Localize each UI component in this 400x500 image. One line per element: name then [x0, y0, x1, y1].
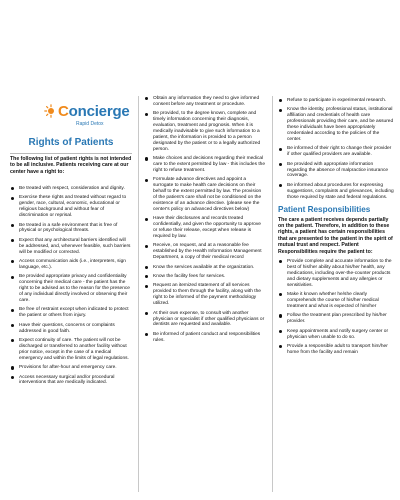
list-item	[278, 183, 394, 201]
list-item	[10, 375, 132, 387]
bullet-icon	[11, 187, 14, 190]
list-item-text: Be provided with appropriate information regarding the absence of malpractice insurance coverage.	[287, 161, 389, 179]
list-item-text: Access communication aids (i.e., interpreters, sign language, etc.).	[19, 259, 126, 270]
bullet-icon	[145, 113, 148, 116]
rights-list-col2	[144, 96, 266, 344]
list-item-text: Be treated in a safe environment that is free of physical or psychological threats.	[19, 222, 118, 234]
list-item-text: Formulate advance directives and appoint a surrogate to make health care decisions on their behalf to the extent permitted by law. The provision of the patient's care shall not be conditioned on the existence of an advance directive. (please see the center's policy on advanced directives below)	[153, 177, 262, 212]
list-item-text: Keep appointments and notify surgery center or physician when unable to do so.	[287, 328, 389, 340]
list-item-text: Request an itemized statement of all services provided to them through the facility, along with the right to be informed of the payment methodology utilized.	[153, 283, 261, 307]
list-item	[278, 259, 394, 289]
bullet-icon	[279, 314, 282, 317]
brand-initial: C	[58, 103, 69, 120]
list-item-text: Expect that any architectural barriers identified will be addressed, and, whenever feasible, such barriers will be modified or corrected.	[19, 237, 131, 255]
heading-rule	[10, 153, 132, 154]
rights-intro: The following list of patient rights is not intended to be all inclusive. Patients receiving care at our center have a right to:	[10, 156, 132, 175]
list-item	[278, 146, 394, 158]
list-item-text: Know the services available at the organization.	[153, 264, 255, 270]
bullet-icon	[145, 285, 148, 288]
list-item	[10, 338, 132, 362]
list-item-text: Have their questions, concerns or complaints addressed in good faith.	[19, 322, 115, 334]
bullet-icon	[11, 197, 14, 200]
list-item-text: Be informed of their right to change their provider if other qualified providers are available.	[287, 146, 392, 158]
bullet-icon	[279, 184, 282, 187]
responsibilities-intro: The care a patient receives depends partially on the patient. Therefore, in addition to these rights, a patient has certain responsibilities that are presented to the patient in the spirit of mutual trust and respect. Patient Responsibilities require the patient to:	[278, 216, 393, 255]
list-item-text: Be provided, to the degree known, complete and timely information concerning their diagnosis, evaluation, treatment and prognosis. When it is medically inadvisable to give such information to a patient, the information is provided to a person designated by the patient or to a legally authorized person.	[153, 111, 261, 152]
list-item	[10, 195, 132, 219]
list-item	[10, 323, 132, 335]
rights-list-col1	[10, 186, 132, 390]
bullet-icon	[279, 99, 282, 102]
list-item-text: Be informed of patient conduct and responsibilities rules.	[153, 331, 261, 343]
brand-logo	[24, 103, 130, 135]
list-item	[144, 216, 266, 240]
list-item-text: Exercise these rights and treated without regard to gender, race, cultural, economic, educational or religious background and without fear of discrimination or reprisal.	[19, 195, 127, 219]
bullet-icon	[11, 376, 14, 379]
bullet-icon	[145, 266, 148, 269]
bullet-icon	[145, 312, 148, 315]
brand-name-rest: oncierge	[68, 103, 130, 120]
list-item-text: Have their disclosures and records treated confidentially, and given the opportunity to approve or refuse their release, except when release is required by law.	[153, 216, 261, 240]
bullet-icon	[279, 345, 282, 348]
column-divider	[138, 96, 139, 492]
bullet-icon	[145, 179, 148, 182]
list-item	[278, 292, 394, 310]
bullet-icon	[11, 276, 14, 279]
list-item	[278, 344, 394, 356]
list-item-text: Receive, on request, and at a reasonable fee established by the Health Information Management Department, a copy of their medical record	[153, 243, 262, 261]
rights-list-col3	[278, 98, 394, 201]
list-item-text: Be provided appropriate privacy and confidentiality concerning their medical care - the patient has the right to be advised as to the reason for the presence of any individual directly involved or observing their care.	[19, 274, 130, 303]
list-item	[10, 365, 132, 371]
list-item-text: Be informed about procedures for expressing suggestions, complaints and grievances, including those required by state and federal regulations.	[287, 182, 394, 200]
bullet-icon	[279, 260, 282, 263]
list-item	[10, 186, 132, 192]
list-item	[278, 313, 394, 325]
list-item	[144, 274, 266, 280]
bullet-icon	[11, 324, 14, 327]
list-item-text: Know the facility fees for services.	[153, 274, 226, 280]
bullet-icon	[11, 339, 14, 342]
bullet-icon	[145, 333, 148, 336]
sunburst-logo-icon	[44, 104, 58, 118]
list-item-text: Provide complete and accurate information to the best of his/her ability about his/her health, any medications, including over-the-counter products and dietary supplements and any allergies or sensitivities.	[287, 259, 392, 288]
bullet-icon	[145, 218, 148, 221]
responsibilities-heading: Patient Responsibilities	[278, 204, 371, 214]
list-item	[144, 265, 266, 271]
list-item	[144, 177, 266, 212]
rights-heading: Rights of Patients	[28, 137, 114, 148]
bullet-icon	[145, 245, 148, 248]
bullet-icon	[279, 148, 282, 151]
list-item-text: Refuse to participate in experimental research.	[287, 98, 387, 103]
list-item-text: Make choices and decisions regarding their medical care to the extent permitted by law - this includes the right to refuse treatment.	[153, 156, 265, 173]
list-item-text: Expect continuity of care. The patient will not be discharged or transferred to another facility without prior notice, except in the case of a medical emergency and within the limits of legal regulations.	[19, 338, 129, 361]
brand-tagline: Rapid Detox	[76, 121, 104, 127]
column-divider	[272, 96, 273, 492]
bullet-icon	[145, 97, 148, 100]
bullet-icon	[11, 309, 14, 312]
list-item	[278, 98, 394, 104]
list-item-text: Make it known whether he/she clearly comprehends the course of his/her medical treatment and what is expected of him/her	[287, 292, 379, 309]
bullet-icon	[11, 239, 14, 242]
list-item	[278, 329, 394, 341]
rights-column-3	[278, 98, 394, 359]
list-item-text: Provisions for after-hour and emergency care.	[19, 365, 117, 371]
list-item-text: Provide a responsible adult to transport him/her home from the facility and remain	[287, 343, 388, 355]
list-item	[144, 156, 266, 174]
responsibilities-list	[278, 259, 394, 356]
bullet-icon	[279, 330, 282, 333]
list-item	[144, 283, 266, 307]
bullet-icon	[279, 163, 282, 166]
list-item	[278, 107, 394, 142]
list-item-text: At their own expense, to consult with another physician or specialist if other qualified physicians or dentists are requested and available.	[153, 310, 265, 328]
list-item	[278, 162, 394, 180]
list-item	[144, 311, 266, 329]
bullet-icon	[11, 366, 14, 369]
list-item	[144, 243, 266, 261]
bullet-icon	[145, 275, 148, 278]
list-item	[144, 96, 266, 108]
bullet-icon	[279, 109, 282, 112]
bullet-icon	[11, 224, 14, 227]
brand-name	[58, 103, 130, 120]
list-item	[10, 223, 132, 235]
list-item-text: Follow the treatment plan prescribed by his/her provider.	[287, 313, 387, 325]
list-item-text: Know the identity, professional status, institutional affiliation and credentials of health care professionals providing their care, and be assured these individuals have been appropriately credentialed according to the policies of the center.	[287, 107, 394, 142]
list-item	[144, 111, 266, 152]
bullet-icon	[11, 260, 14, 263]
list-item-text: Be free of restraint except when indicated to protect the patient or others from injury.	[19, 307, 129, 319]
list-item	[10, 238, 132, 256]
list-item	[144, 332, 266, 344]
list-item-text: Obtain any information they need to give informed consent before any treatment or procedure.	[153, 96, 260, 107]
rights-column-2	[144, 96, 266, 347]
list-item-text: Access necessary surgical and/or procedural interventions that are medically indicated.	[19, 374, 115, 386]
list-item-text: Be treated with respect, consideration and dignity.	[19, 186, 125, 191]
list-item	[10, 259, 132, 271]
list-item	[10, 307, 132, 319]
bullet-icon	[145, 157, 148, 160]
bullet-icon	[279, 293, 282, 296]
list-item	[10, 274, 132, 304]
